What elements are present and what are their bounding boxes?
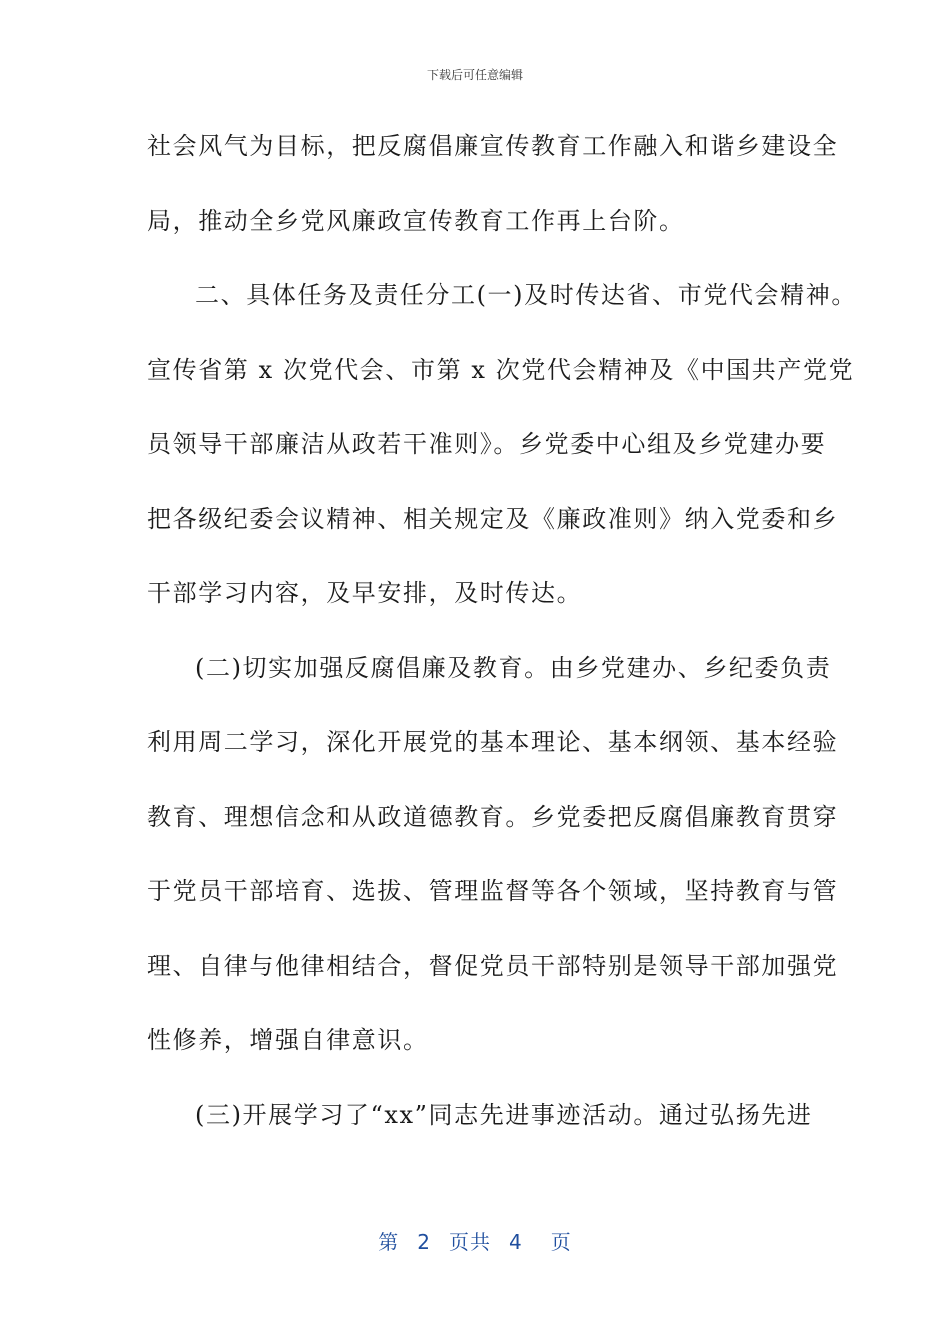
body-line: 宣传省第 x 次党代会、市第 x 次党代会精神及《中国共产党党 [147,355,855,384]
total-pages-number: 4 [509,1230,523,1254]
body-line: 教育、理想信念和从政道德教育。乡党委把反腐倡廉教育贯穿 [147,802,839,831]
document-body [147,122,857,1165]
header-note: 下载后可任意编辑 [426,68,523,82]
body-line: 利用周二学习，深化开展党的基本理论、基本纲领、基本经验 [147,728,839,756]
section-heading-line: (二)切实加强反腐倡廉及教育。由乡党建办、乡纪委负责 [195,653,832,682]
body-line: 性修养，增强自律意识。 [147,1026,429,1054]
footer-prefix: 第 [378,1230,400,1254]
section-heading-line: (三)开展学习了“xx”同志先进事迹活动。通过弘扬先进 [195,1100,813,1129]
body-line: 理、自律与他律相结合，督促党员干部特别是领导干部加强党 [147,951,839,980]
body-line: 于党员干部培育、选拔、管理监督等各个领域，坚持教育与管 [147,877,839,905]
body-line: 把各级纪委会议精神、相关规定及《廉政准则》纳入党委和乡 [147,504,839,533]
body-line: 局，推动全乡党风廉政宣传教育工作再上台阶。 [147,206,685,235]
section-heading-line: 二、具体任务及责任分工(一)及时传达省、市党代会精神。 [195,281,857,309]
current-page-number: 2 [417,1230,431,1254]
body-line: 员领导干部廉洁从政若干准则》。乡党委中心组及乡党建办要 [147,430,827,458]
body-line: 社会风气为目标，把反腐倡廉宣传教育工作融入和谐乡建设全 [147,132,839,160]
page-footer [0,1226,950,1255]
body-line: 干部学习内容，及早安排，及时传达。 [147,579,583,607]
footer-suffix: 页 [550,1230,572,1254]
footer-middle: 页共 [449,1230,491,1254]
